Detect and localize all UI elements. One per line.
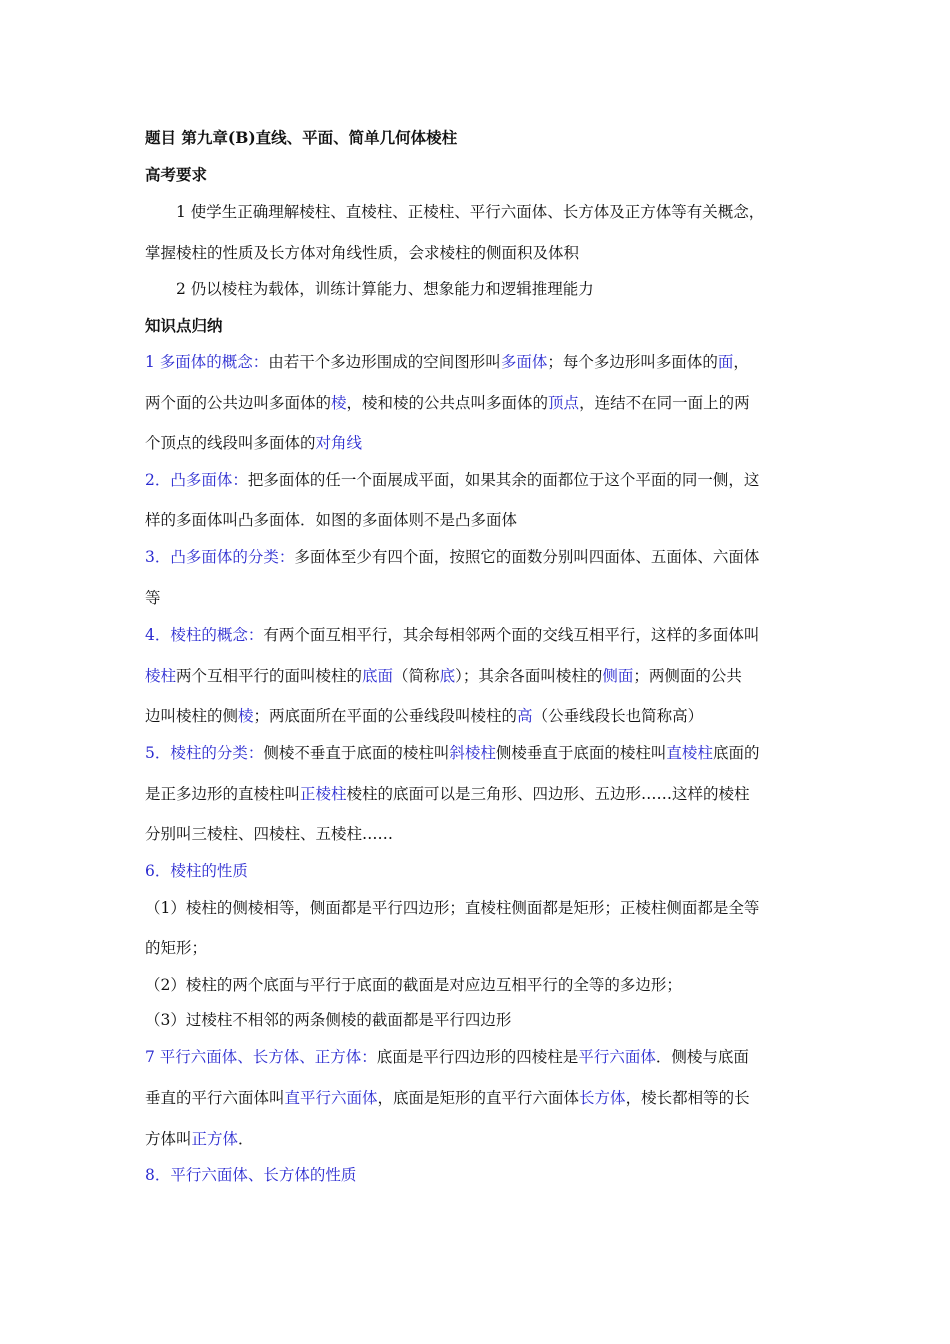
requirement-1-line-1: 1 使学生正确理解棱柱、直棱柱、正棱柱、平行六面体、长方体及正方体等有关概念， — [176, 203, 765, 221]
keyword: 正方体 — [191, 1130, 239, 1148]
point-5-line-3: 分别叫三棱柱、四棱柱、五棱柱…… — [145, 825, 394, 843]
text: 有两个面互相平行，其余每相邻两个面的交线互相平行，这样的多面体叫 — [263, 626, 760, 644]
point-4-term: 4．棱柱的概念： — [145, 626, 264, 644]
text: 个顶点的线段叫多面体的 — [145, 434, 316, 452]
text: ）；其余各面叫棱柱的 — [455, 667, 603, 685]
text: ， — [733, 353, 749, 371]
text: ；每个多边形叫多面体的 — [547, 353, 718, 371]
point-8-term: 8．平行六面体、长方体的性质 — [145, 1166, 357, 1184]
keyword: 正棱柱 — [300, 785, 347, 803]
point-6-item-1-cont: 的矩形； — [145, 939, 208, 957]
text: ，底面是矩形的直平行六面体 — [377, 1089, 580, 1107]
point-7-term: 7 平行六面体、长方体、正方体： — [145, 1048, 377, 1066]
text: ，棱长都相等的长 — [625, 1089, 750, 1107]
text: 把多面体的任一个面展成平面，如果其余的面都位于这个平面的同一侧，这 — [247, 471, 760, 489]
point-6-item-3: （3）过棱柱不相邻的两条侧棱的截面都是平行四边形 — [145, 1011, 512, 1029]
point-6-item-2: （2）棱柱的两个底面与平行于底面的截面是对应边互相平行的全等的多边形； — [145, 976, 682, 994]
text: 底面是平行四边形的四棱柱是 — [376, 1048, 579, 1066]
keyword: 底面 — [362, 667, 394, 685]
keyword: 顶点 — [548, 394, 580, 412]
keyword: 侧面 — [602, 667, 634, 685]
point-1-line-1 — [145, 352, 749, 372]
text: 两个面的公共边叫多面体的 — [145, 394, 332, 412]
text: 侧棱垂直于底面的棱柱叫 — [495, 744, 667, 762]
point-2-term: 2．凸多面体： — [145, 471, 248, 489]
point-7-line-2 — [145, 1088, 750, 1108]
text: ，连结不在同一面上的两 — [579, 394, 750, 412]
point-3-line-1 — [145, 547, 759, 567]
text: ．侧棱与底面 — [655, 1048, 749, 1066]
requirement-2: 2 仍以棱柱为载体，训练计算能力、想象能力和逻辑推理能力 — [176, 280, 594, 298]
requirement-1-line-2: 掌握棱柱的性质及长方体对角线性质，会求棱柱的侧面积及体积 — [145, 244, 580, 262]
point-4-line-1 — [145, 625, 759, 645]
point-2-line-1 — [145, 470, 759, 490]
text: ；两底面所在平面的公垂线段叫棱柱的 — [253, 707, 518, 725]
keyword: 长方体 — [579, 1089, 626, 1107]
keyword: 平行六面体 — [578, 1048, 656, 1066]
text: 底面的 — [712, 744, 760, 762]
point-1-line-3 — [145, 433, 362, 453]
point-6-term: 6．棱柱的性质 — [145, 862, 248, 880]
text: 由若干个多边形围成的空间图形叫 — [268, 353, 501, 371]
point-1-line-2 — [145, 393, 750, 413]
point-5-term: 5．棱柱的分类： — [145, 744, 264, 762]
point-5-line-2 — [145, 784, 750, 804]
keyword: 棱 — [331, 394, 347, 412]
requirements-heading: 高考要求 — [145, 165, 208, 184]
keyword: 棱柱 — [145, 667, 177, 685]
keyword: 多面体 — [500, 353, 548, 371]
page-title: 题目 第九章(B)直线、平面、简单几何体棱柱 — [145, 128, 458, 147]
point-1-term: 1 多面体的概念： — [145, 353, 269, 371]
keyword: 对角线 — [315, 434, 363, 452]
text: 侧棱不垂直于底面的棱柱叫 — [263, 744, 450, 762]
text: 垂直的平行六面体叫 — [145, 1089, 285, 1107]
text: 方体叫 — [145, 1130, 192, 1148]
point-2-line-2: 样的多面体叫凸多面体．如图的多面体则不是凸多面体 — [145, 511, 518, 529]
keyword: 高 — [517, 707, 533, 725]
point-3-term: 3．凸多面体的分类： — [145, 548, 295, 566]
text: （简称 — [393, 667, 440, 685]
text: ． — [238, 1130, 254, 1148]
keyword: 直平行六面体 — [284, 1089, 378, 1107]
point-7-line-3 — [145, 1129, 254, 1149]
point-5-line-1 — [145, 743, 759, 763]
point-7-line-1 — [145, 1047, 749, 1067]
text: 边叫棱柱的侧 — [145, 707, 239, 725]
keyword: 直棱柱 — [666, 744, 713, 762]
knowledge-heading: 知识点归纳 — [145, 316, 223, 335]
text: （公垂线段长也简称高） — [532, 707, 704, 725]
point-3-line-2: 等 — [145, 589, 161, 607]
point-6-item-1: （1）棱柱的侧棱相等，侧面都是平行四边形；直棱柱侧面都是矩形；正棱柱侧面都是全等 — [145, 899, 760, 917]
text: ，棱和棱的公共点叫多面体的 — [346, 394, 549, 412]
keyword: 底 — [439, 667, 456, 685]
text: 是正多边形的直棱柱叫 — [145, 785, 301, 803]
keyword: 斜棱柱 — [449, 744, 496, 762]
point-4-line-2 — [145, 666, 742, 686]
text: 棱柱的底面可以是三角形、四边形、五边形……这样的棱柱 — [346, 785, 750, 803]
point-4-line-3 — [145, 706, 703, 726]
text: 多面体至少有四个面，按照它的面数分别叫四面体、五面体、六面体 — [294, 548, 760, 566]
text: 两个互相平行的面叫棱柱的 — [176, 667, 363, 685]
text: ；两侧面的公共 — [633, 667, 742, 685]
keyword: 棱 — [238, 707, 254, 725]
keyword: 面 — [717, 353, 734, 371]
